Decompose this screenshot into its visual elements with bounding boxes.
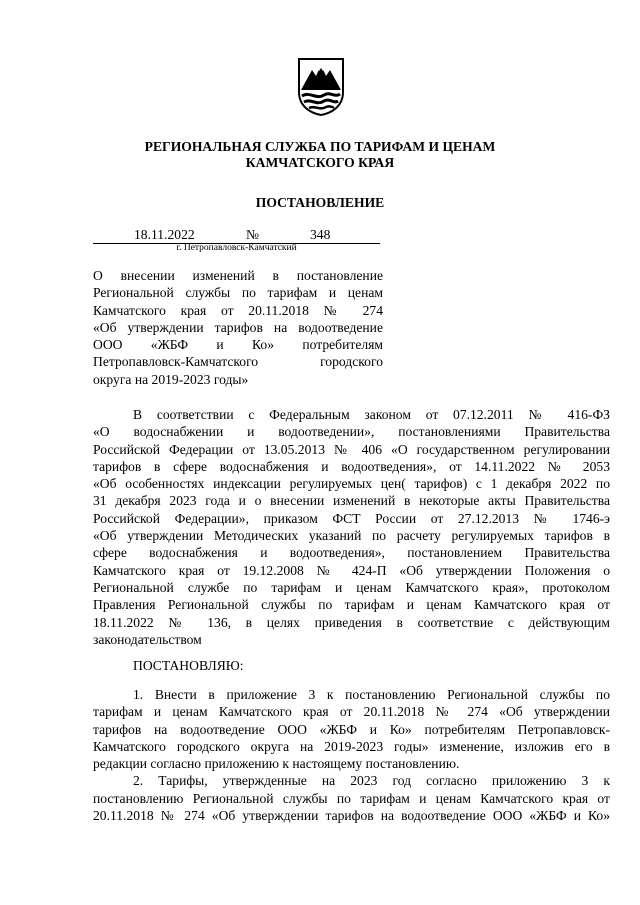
preamble-paragraph bbox=[93, 406, 610, 648]
text-line: 1. Внести в приложение 3 к постановлению Региональной службы по bbox=[133, 687, 610, 702]
text-line: Камчатского городского округа на 2019-2023 годы» изменение, изложив его в bbox=[93, 738, 610, 754]
text-line: редакции согласно приложению к настоящему постановлению. bbox=[93, 756, 460, 772]
text-line: тарифам и ценам Камчатского края от 20.11.2018 № 274 «Об утверждении bbox=[93, 704, 610, 720]
text-line: Российской Федерации от 13.05.2013 № 406 «О государственном регулировании bbox=[93, 441, 610, 457]
text-line: Камчатского края от 19.12.2008 № 424-П «Об утверждении Положения о bbox=[93, 562, 610, 578]
text-line: «О водоснабжении и водоотведении», постановлениями Правительства bbox=[93, 424, 610, 440]
subject-line: Петропавловск-Камчатского городского bbox=[93, 354, 383, 370]
org-title-line-2: КАМЧАТСКОГО КРАЯ bbox=[245, 155, 395, 170]
number-sign: № bbox=[246, 227, 259, 242]
document-subject bbox=[93, 267, 383, 388]
text-line: 2. Тарифы, утвержденные на 2023 год согласно приложению 3 к bbox=[133, 773, 610, 789]
document-date: 18.11.2022 bbox=[134, 227, 195, 242]
text-line: тарифов в сфере водоснабжения и водоотведения», от 14.11.2022 № 2053 bbox=[93, 458, 610, 474]
text-line: постановлению Региональной службы по тарифам и ценам Камчатского края от bbox=[93, 790, 610, 806]
text-line: В соответствии с Федеральным законом от 07.12.2011 № 416-ФЗ bbox=[133, 407, 610, 422]
subject-line: О внесении изменений в постановление bbox=[93, 268, 383, 283]
org-title-line-1: РЕГИОНАЛЬНАЯ СЛУЖБА ПО ТАРИФАМ И ЦЕНАМ bbox=[144, 139, 496, 154]
date-number-line bbox=[93, 227, 380, 244]
document-number: 348 bbox=[310, 227, 331, 242]
text-line: 20.11.2018 № 274 «Об утверждении тарифов на водоотведение ООО «ЖБФ и Ко» bbox=[93, 808, 610, 824]
kamchatka-emblem-icon bbox=[296, 56, 346, 116]
postanovlyayu-heading: ПОСТАНОВЛЯЮ: bbox=[133, 658, 244, 673]
text-line: сфере водоснабжения и водоотведения», постановлением Правительства bbox=[93, 545, 610, 561]
text-line: тарифов на водоотведение ООО «ЖБФ и Ко» потребителям Петропавловск- bbox=[93, 721, 610, 737]
text-line: законодательством bbox=[93, 631, 202, 647]
text-line: Региональной службе по тарифам и ценам Камчатского края», протоколом bbox=[93, 579, 610, 595]
text-line: «Об особенностях индексации регулируемых цен( тарифов) с 1 декабря 2022 по bbox=[93, 476, 610, 492]
subject-line: округа на 2019-2023 годы» bbox=[93, 371, 249, 387]
subject-line: ООО «ЖБФ и Ко» потребителям bbox=[93, 337, 383, 353]
text-line: 18.11.2022 № 136, в целях приведения в соответствие с действующим bbox=[93, 614, 610, 630]
resolution-items bbox=[93, 686, 610, 824]
text-line: Правления Региональной службы по тарифам и ценам Камчатского края от bbox=[93, 597, 610, 613]
text-line: «Об утверждении Методических указаний по расчету регулируемых тарифов в bbox=[93, 528, 610, 544]
text-line: 31 декабря 2023 года и о внесении изменений в некоторые акты Правительства bbox=[93, 493, 610, 509]
document-type: ПОСТАНОВЛЕНИЕ bbox=[255, 195, 385, 210]
subject-line: «Об утверждении тарифов на водоотведение bbox=[93, 319, 383, 335]
text-line: Российской Федерации», приказом ФСТ России от 27.12.2013 № 1746-э bbox=[93, 510, 610, 526]
subject-line: Камчатского края от 20.11.2018 № 274 bbox=[93, 302, 383, 318]
subject-line: Региональной службы по тарифам и ценам bbox=[93, 285, 383, 301]
city: г. Петропавловск-Камчатский bbox=[176, 243, 297, 253]
